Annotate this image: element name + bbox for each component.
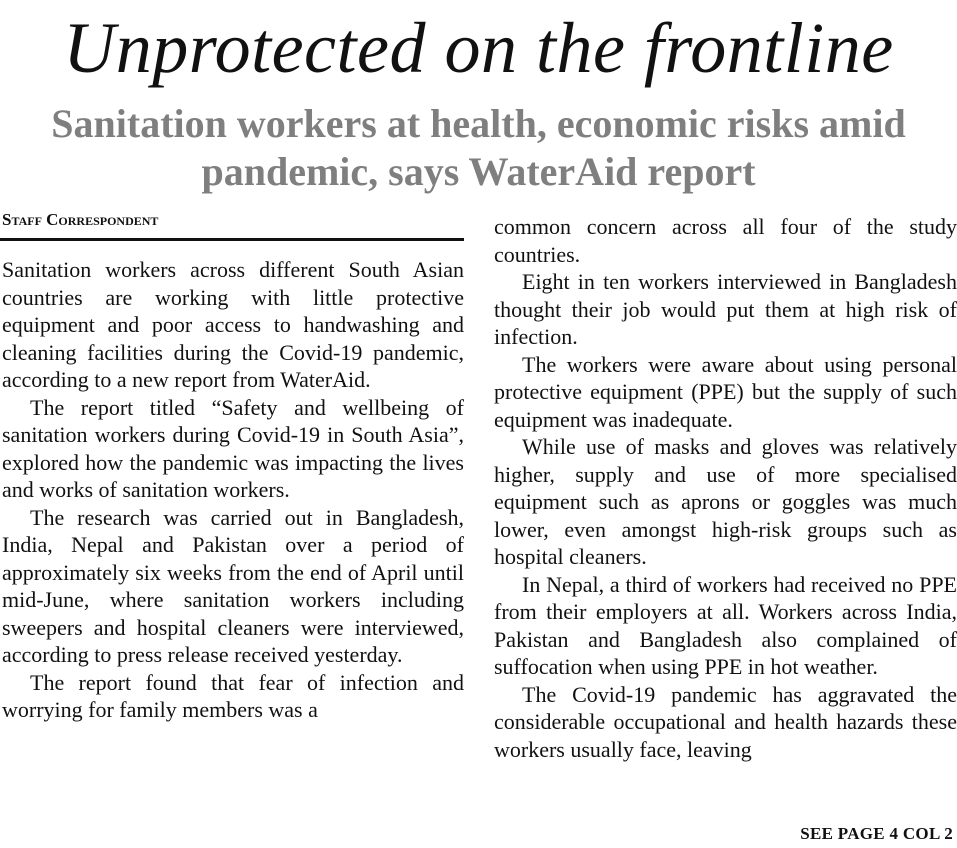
paragraph: The report titled “Safety and wellbeing of sanitation workers during Covid-19 in South Asia”, explored how the pandemic was impacting the lives and works of sanitation workers.: [2, 394, 464, 502]
paragraph: Eight in ten workers interviewed in Bangladesh thought their job would put them at high risk of infection.: [494, 269, 957, 349]
paragraph: In Nepal, a third of workers had received no PPE from their employers at all. Workers across India, Pakistan and Bangladesh also complained of suffocation when using PPE in hot weather.: [494, 571, 957, 679]
article-column-left: [2, 256, 464, 846]
article-column-right: [494, 213, 957, 813]
headline: Unprotected on the frontline: [63, 8, 894, 88]
paragraph: While use of masks and gloves was relatively higher, supply and use of more specialised equipment such as aprons or goggles was much lower, even amongst high-risk groups such as hospital cleaners.: [494, 434, 957, 569]
paragraph: common concern across all four of the study countries.: [494, 214, 957, 267]
byline-divider: [0, 238, 464, 241]
paragraph: The report found that fear of infection and worrying for family members was a: [2, 669, 464, 722]
paragraph: The research was carried out in Bangladesh, India, Nepal and Pakistan over a period of approximately six weeks from the end of April until mid-June, where sanitation workers including sweepers and hospital cleaners were interviewed, according to press release received yesterday.: [2, 504, 464, 667]
paragraph: Sanitation workers across different South Asian countries are working with little protective equipment and poor access to handwashing and cleaning facilities during the Covid-19 pandemic, according to a new report from WaterAid.: [2, 257, 464, 392]
paragraph: The Covid-19 pandemic has aggravated the considerable occupational and health hazards these workers usually face, leaving: [494, 681, 957, 762]
subheadline: Sanitation workers at health, economic risks amid pandemic, says WaterAid report: [51, 101, 906, 194]
continuation-link[interactable]: SEE PAGE 4 COL 2: [800, 824, 953, 843]
paragraph: The workers were aware about using personal protective equipment (PPE) but the supply of such equipment was inadequate.: [494, 351, 957, 432]
byline: Staff Correspondent: [2, 210, 159, 229]
